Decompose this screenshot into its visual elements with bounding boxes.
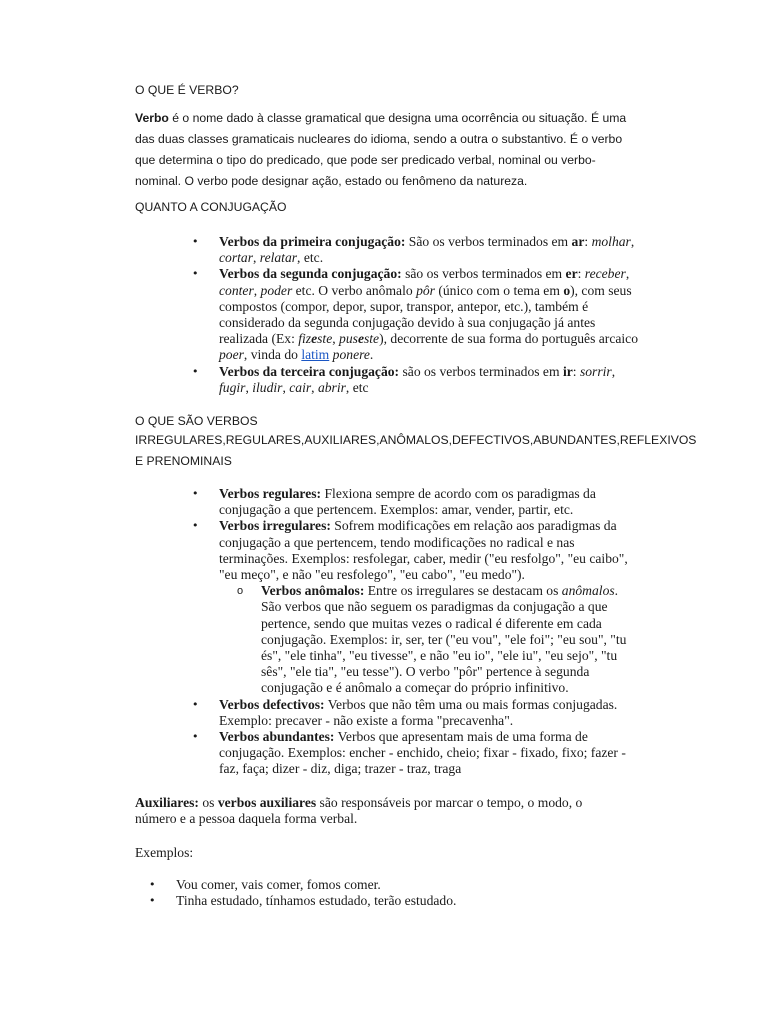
label-defectivos: Verbos defectivos: bbox=[219, 696, 325, 712]
text: são responsáveis por marcar o tempo, o modo, o número e a pessoa daquela forma verbal. bbox=[135, 795, 583, 827]
colon: : bbox=[572, 363, 580, 379]
colon: : bbox=[584, 234, 589, 249]
example: molhar bbox=[591, 234, 631, 249]
heading-verb-types-list: IRREGULARES,REGULARES,AUXILIARES,ANÔMALOS,DEFECTIVOS,ABUNDANTES,REFLEXIVOS E PRENOMINAIS bbox=[135, 433, 697, 468]
list-item: • Tinha estudado, tínhamos estudado, terão estudado. bbox=[176, 893, 616, 909]
label-segunda: Verbos da segunda conjugação: bbox=[219, 266, 402, 282]
example: cair bbox=[289, 379, 312, 395]
verbo-definition-text: é o nome dado à classe gramatical que designa uma ocorrência ou situação. É uma das duas classes gramaticais nucleares do idioma, sendo a outra o substantivo. É o verbo que determina o tipo do predicado, que pode ser predicado verbal, nominal ou verbo-nominal. O verbo pode designar ação, estado ou fenômeno da natureza. bbox=[135, 111, 627, 188]
text: são os verbos terminados em bbox=[399, 363, 563, 379]
list-item-anomalos bbox=[261, 583, 639, 696]
heading-quanto-a-conjugacao: QUANTO A CONJUGAÇÃO bbox=[135, 200, 287, 214]
list-item-irregulares bbox=[219, 518, 639, 696]
term-verbo: Verbo bbox=[135, 111, 169, 125]
example: abrir bbox=[317, 379, 346, 395]
paragraph-auxiliares bbox=[135, 795, 615, 827]
heading-o-que-sao-verbos: O QUE SÃO VERBOS bbox=[135, 414, 258, 428]
term-poer: poer bbox=[219, 347, 244, 363]
text: (único com o tema em bbox=[434, 282, 564, 298]
label-anomalos: Verbos anômalos: bbox=[261, 583, 365, 599]
text: . São verbos que não seguem os paradigmas da conjugação a que pertence, sendo que muitas vezes o radical é diferente em cada conjugação. Exemplos: ir, ser, ter ("eu vou", "ele foi"; "eu sou", "tu és", "ele tinha", "eu tivesse", e não "eu io", "ele iu", "eu sejo", "tu sês", "ele tia", "eu tesse"). O verbo "pôr" pertence à segunda conjugação e é anômalo a começar do próprio infinitivo. bbox=[261, 583, 627, 696]
list-item-regulares bbox=[219, 486, 639, 518]
part: ste bbox=[317, 331, 333, 347]
text: ), com seus compostos (compor, depor, supor, transpor, antepor, etc.), também é considerado da segunda conjugação devido à sua conjugação já antes realizada (Ex: bbox=[219, 282, 632, 347]
text: São os verbos terminados em bbox=[405, 234, 572, 249]
term-o: o bbox=[563, 282, 571, 298]
part: e bbox=[311, 331, 318, 347]
example: receber bbox=[584, 266, 626, 282]
verb-types-list bbox=[219, 486, 639, 778]
list-item-abundantes bbox=[219, 729, 639, 778]
example: iludir bbox=[252, 379, 283, 395]
list-item-primeira-conjugacao: • Verbos da primeira conjugação: São os verbos terminados em ar: molhar, cortar, relatar, etc. bbox=[219, 234, 639, 266]
text: Verbos que apresentam mais de uma forma de conjugação. Exemplos: encher - enchido, cheio; fixar - fixado, fixo; fazer - faz, faça; dizer - diz, diga; trazer - traz, traga bbox=[219, 729, 626, 777]
sublist-anomalos bbox=[261, 583, 639, 696]
heading-exemplos: Exemplos: bbox=[135, 845, 194, 860]
text: , vinda do bbox=[243, 347, 302, 363]
label-irregulares: Verbos irregulares: bbox=[219, 518, 331, 534]
part: e bbox=[357, 331, 364, 347]
part: pus bbox=[339, 331, 358, 347]
paragraph-verbo-definition bbox=[135, 108, 640, 192]
examples-list bbox=[176, 877, 616, 909]
label-regulares: Verbos regulares: bbox=[219, 486, 322, 501]
part: ste bbox=[363, 331, 380, 347]
text: são os verbos terminados em bbox=[401, 266, 566, 282]
example-fizeste bbox=[298, 331, 332, 346]
example: poder bbox=[260, 282, 293, 298]
term-por: pôr bbox=[416, 282, 435, 298]
ending-ir: ir bbox=[562, 363, 573, 379]
text: . bbox=[369, 347, 374, 363]
conjugation-list bbox=[219, 234, 639, 396]
list-item-segunda-conjugacao: • Verbos da segunda conjugação: são os verbos terminados em er: receber, conter, poder etc. O verbo anômalo pôr (único com o tema em o), com seus compostos (compor, depor, supor, transpor, antepor, etc.), também é considerado da segunda conjugação devido à sua conjugação já antes realizada (Ex: fizeste, puseste), decorrente de sua forma do português arcaico poer, vinda do latim ponere. bbox=[219, 266, 639, 363]
text: Verbos que não têm uma ou mais formas conjugadas. Exemplo: precaver - não existe a forma "precavenha". bbox=[219, 696, 618, 728]
example: sorrir bbox=[579, 363, 612, 379]
label-abundantes: Verbos abundantes: bbox=[219, 729, 335, 745]
list-item-defectivos bbox=[219, 697, 639, 729]
term-ponere: ponere bbox=[332, 347, 370, 363]
text: Sofrem modificações em relação aos paradigmas da conjugação a que pertencem, tendo modificações no radical e nas terminações. Exemplos: resfolegar, caber, medir ("eu resfolgo", "eu caibo", "eu meço", e não "eu resfolego", "eu cabo", "eu medo"). bbox=[219, 518, 628, 583]
list-item: • Vou comer, vais comer, fomos comer. bbox=[176, 877, 616, 893]
text: ), decorrente de sua forma do português arcaico bbox=[379, 331, 639, 347]
label-terceira: Verbos da terceira conjugação: bbox=[219, 363, 400, 379]
text: Flexiona sempre de acordo com os paradigmas da conjugação a que pertencem. Exemplos: amar, vender, partir, etc. bbox=[219, 486, 596, 518]
example: relatar bbox=[259, 250, 298, 266]
link-latim[interactable]: latim bbox=[301, 347, 330, 363]
colon: : bbox=[577, 266, 582, 282]
term-verbos-auxiliares: verbos auxiliares bbox=[217, 795, 317, 810]
ending-er: er bbox=[565, 266, 578, 282]
text: os bbox=[198, 795, 218, 810]
list-item-terceira-conjugacao: • Verbos da terceira conjugação: são os verbos terminados em ir: sorrir, fugir, iludir, cair, abrir, etc bbox=[219, 364, 639, 396]
text: Entre os irregulares se destacam os bbox=[364, 583, 562, 599]
label-auxiliares: Auxiliares: bbox=[135, 795, 199, 810]
etc: , etc. bbox=[297, 250, 324, 266]
part: fiz bbox=[298, 331, 312, 347]
text: etc. O verbo anômalo bbox=[292, 282, 417, 298]
term-anomalos: anômalos bbox=[561, 583, 615, 599]
etc: , etc bbox=[345, 379, 369, 395]
heading-o-que-e-verbo: O QUE É VERBO? bbox=[135, 83, 239, 97]
example-puseste bbox=[339, 331, 379, 346]
example: cortar bbox=[219, 250, 253, 266]
example: fugir bbox=[219, 379, 246, 395]
ending-ar: ar bbox=[571, 234, 585, 249]
example: conter bbox=[219, 282, 254, 298]
label-primeira: Verbos da primeira conjugação: bbox=[219, 234, 406, 249]
